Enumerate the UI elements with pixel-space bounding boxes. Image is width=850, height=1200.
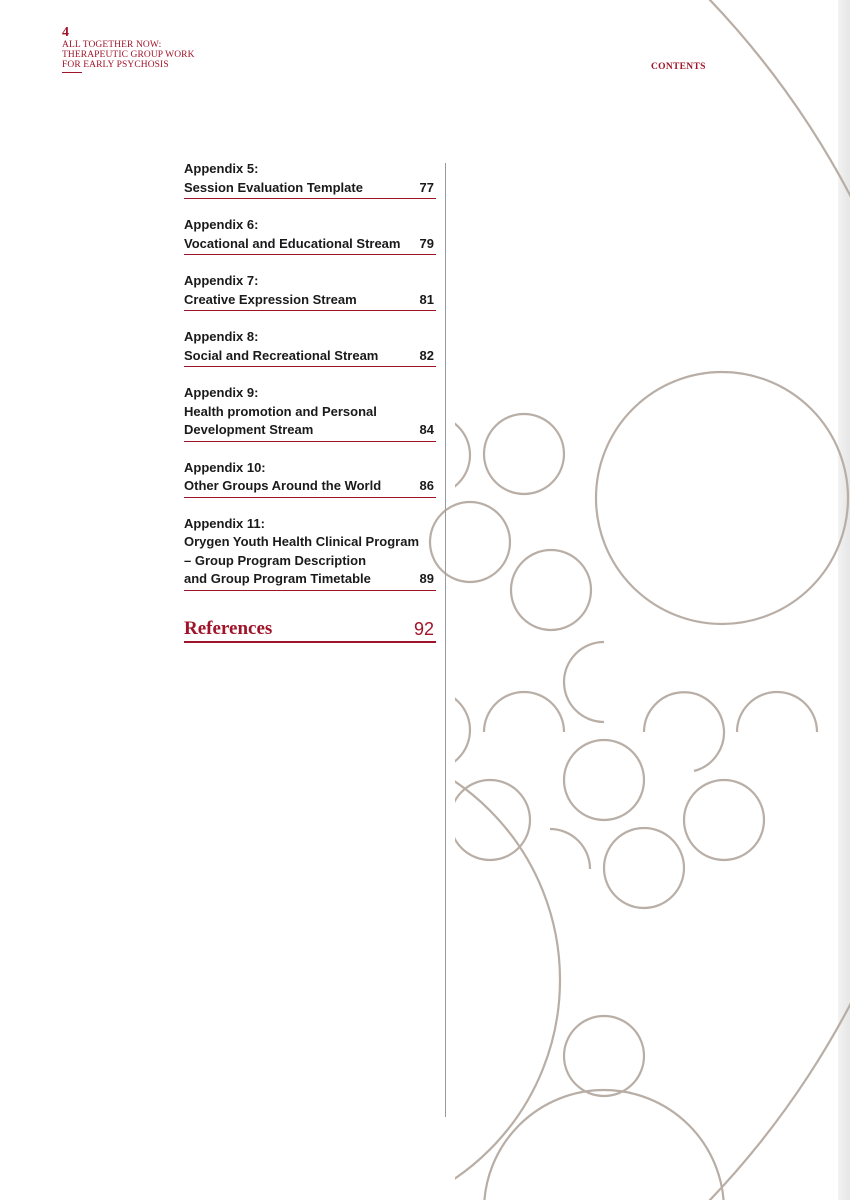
entry-title: Session Evaluation Template <box>184 179 363 195</box>
entry-page-number: 79 <box>419 235 434 251</box>
toc-entry-appendix-7[interactable] <box>184 272 436 311</box>
toc-entry-appendix-9[interactable] <box>184 384 436 442</box>
small-circle-6 <box>604 828 684 908</box>
references-title: References <box>184 618 273 639</box>
entry-title: Social and Recreational Stream <box>184 347 379 363</box>
entry-title: Appendix 6: <box>184 217 259 232</box>
large-circle <box>596 372 848 624</box>
small-circle-4 <box>564 740 644 820</box>
toc-entry-appendix-10[interactable] <box>184 459 436 498</box>
entry-title: – Group Program Description <box>184 552 367 568</box>
bottom-circle <box>484 1090 724 1200</box>
entry-title: and Group Program Timetable <box>184 571 371 586</box>
arc-1 <box>564 642 604 722</box>
running-header <box>62 26 195 73</box>
entry-title: Orygen Youth Health Clinical Program <box>184 534 420 549</box>
vertical-divider <box>445 163 446 1117</box>
small-circle-3 <box>511 550 591 630</box>
entry-page-number: 89 <box>419 571 434 586</box>
bottom-left-circle <box>80 740 560 1200</box>
section-label: CONTENTS <box>651 62 706 72</box>
arc-3 <box>644 692 724 771</box>
small-circle-1 <box>484 414 564 494</box>
edge-circle-3 <box>450 780 530 860</box>
entry-title: Appendix 7: <box>184 273 259 288</box>
references-page-number: 92 <box>413 619 434 639</box>
entry-title: Appendix 10: <box>184 459 266 475</box>
small-circle-5 <box>684 780 764 860</box>
small-circle-2 <box>430 502 510 582</box>
entry-page-number: 86 <box>419 478 434 493</box>
arc-5 <box>550 829 590 869</box>
table-of-contents <box>184 160 436 608</box>
entry-page-number: 82 <box>419 347 434 363</box>
toc-entry-appendix-6[interactable] <box>184 216 436 255</box>
small-circle-7 <box>564 1016 644 1096</box>
toc-entry-appendix-5[interactable] <box>184 160 436 199</box>
entry-title: Other Groups Around the World <box>184 478 382 493</box>
entry-title: Health promotion and Personal <box>184 403 377 419</box>
toc-entry-appendix-11[interactable] <box>184 515 436 591</box>
arc-2 <box>484 692 564 732</box>
entry-title: Appendix 5: <box>184 161 259 176</box>
entry-page-number: 77 <box>419 179 434 195</box>
entry-title: Development Stream <box>184 422 314 437</box>
entry-page-number: 84 <box>419 422 434 437</box>
entry-title: Appendix 8: <box>184 329 259 344</box>
header-rule <box>62 72 82 73</box>
page-number: 4 <box>62 25 69 40</box>
entry-title: Creative Expression Stream <box>184 291 357 307</box>
arc-4 <box>737 692 817 732</box>
toc-entry-appendix-8[interactable] <box>184 328 436 367</box>
book-title-line-1: ALL TOGETHER NOW: <box>62 40 162 50</box>
edge-circle-2 <box>390 690 470 770</box>
entry-title: Appendix 11: <box>184 515 265 531</box>
entry-title: Vocational and Educational Stream <box>184 235 401 251</box>
book-title-line-2: THERAPEUTIC GROUP WORK <box>62 50 195 60</box>
toc-entry-references[interactable] <box>184 618 436 643</box>
entry-page-number: 81 <box>419 291 434 307</box>
entry-title: Appendix 9: <box>184 385 259 400</box>
book-title-line-3: FOR EARLY PSYCHOSIS <box>62 60 169 70</box>
